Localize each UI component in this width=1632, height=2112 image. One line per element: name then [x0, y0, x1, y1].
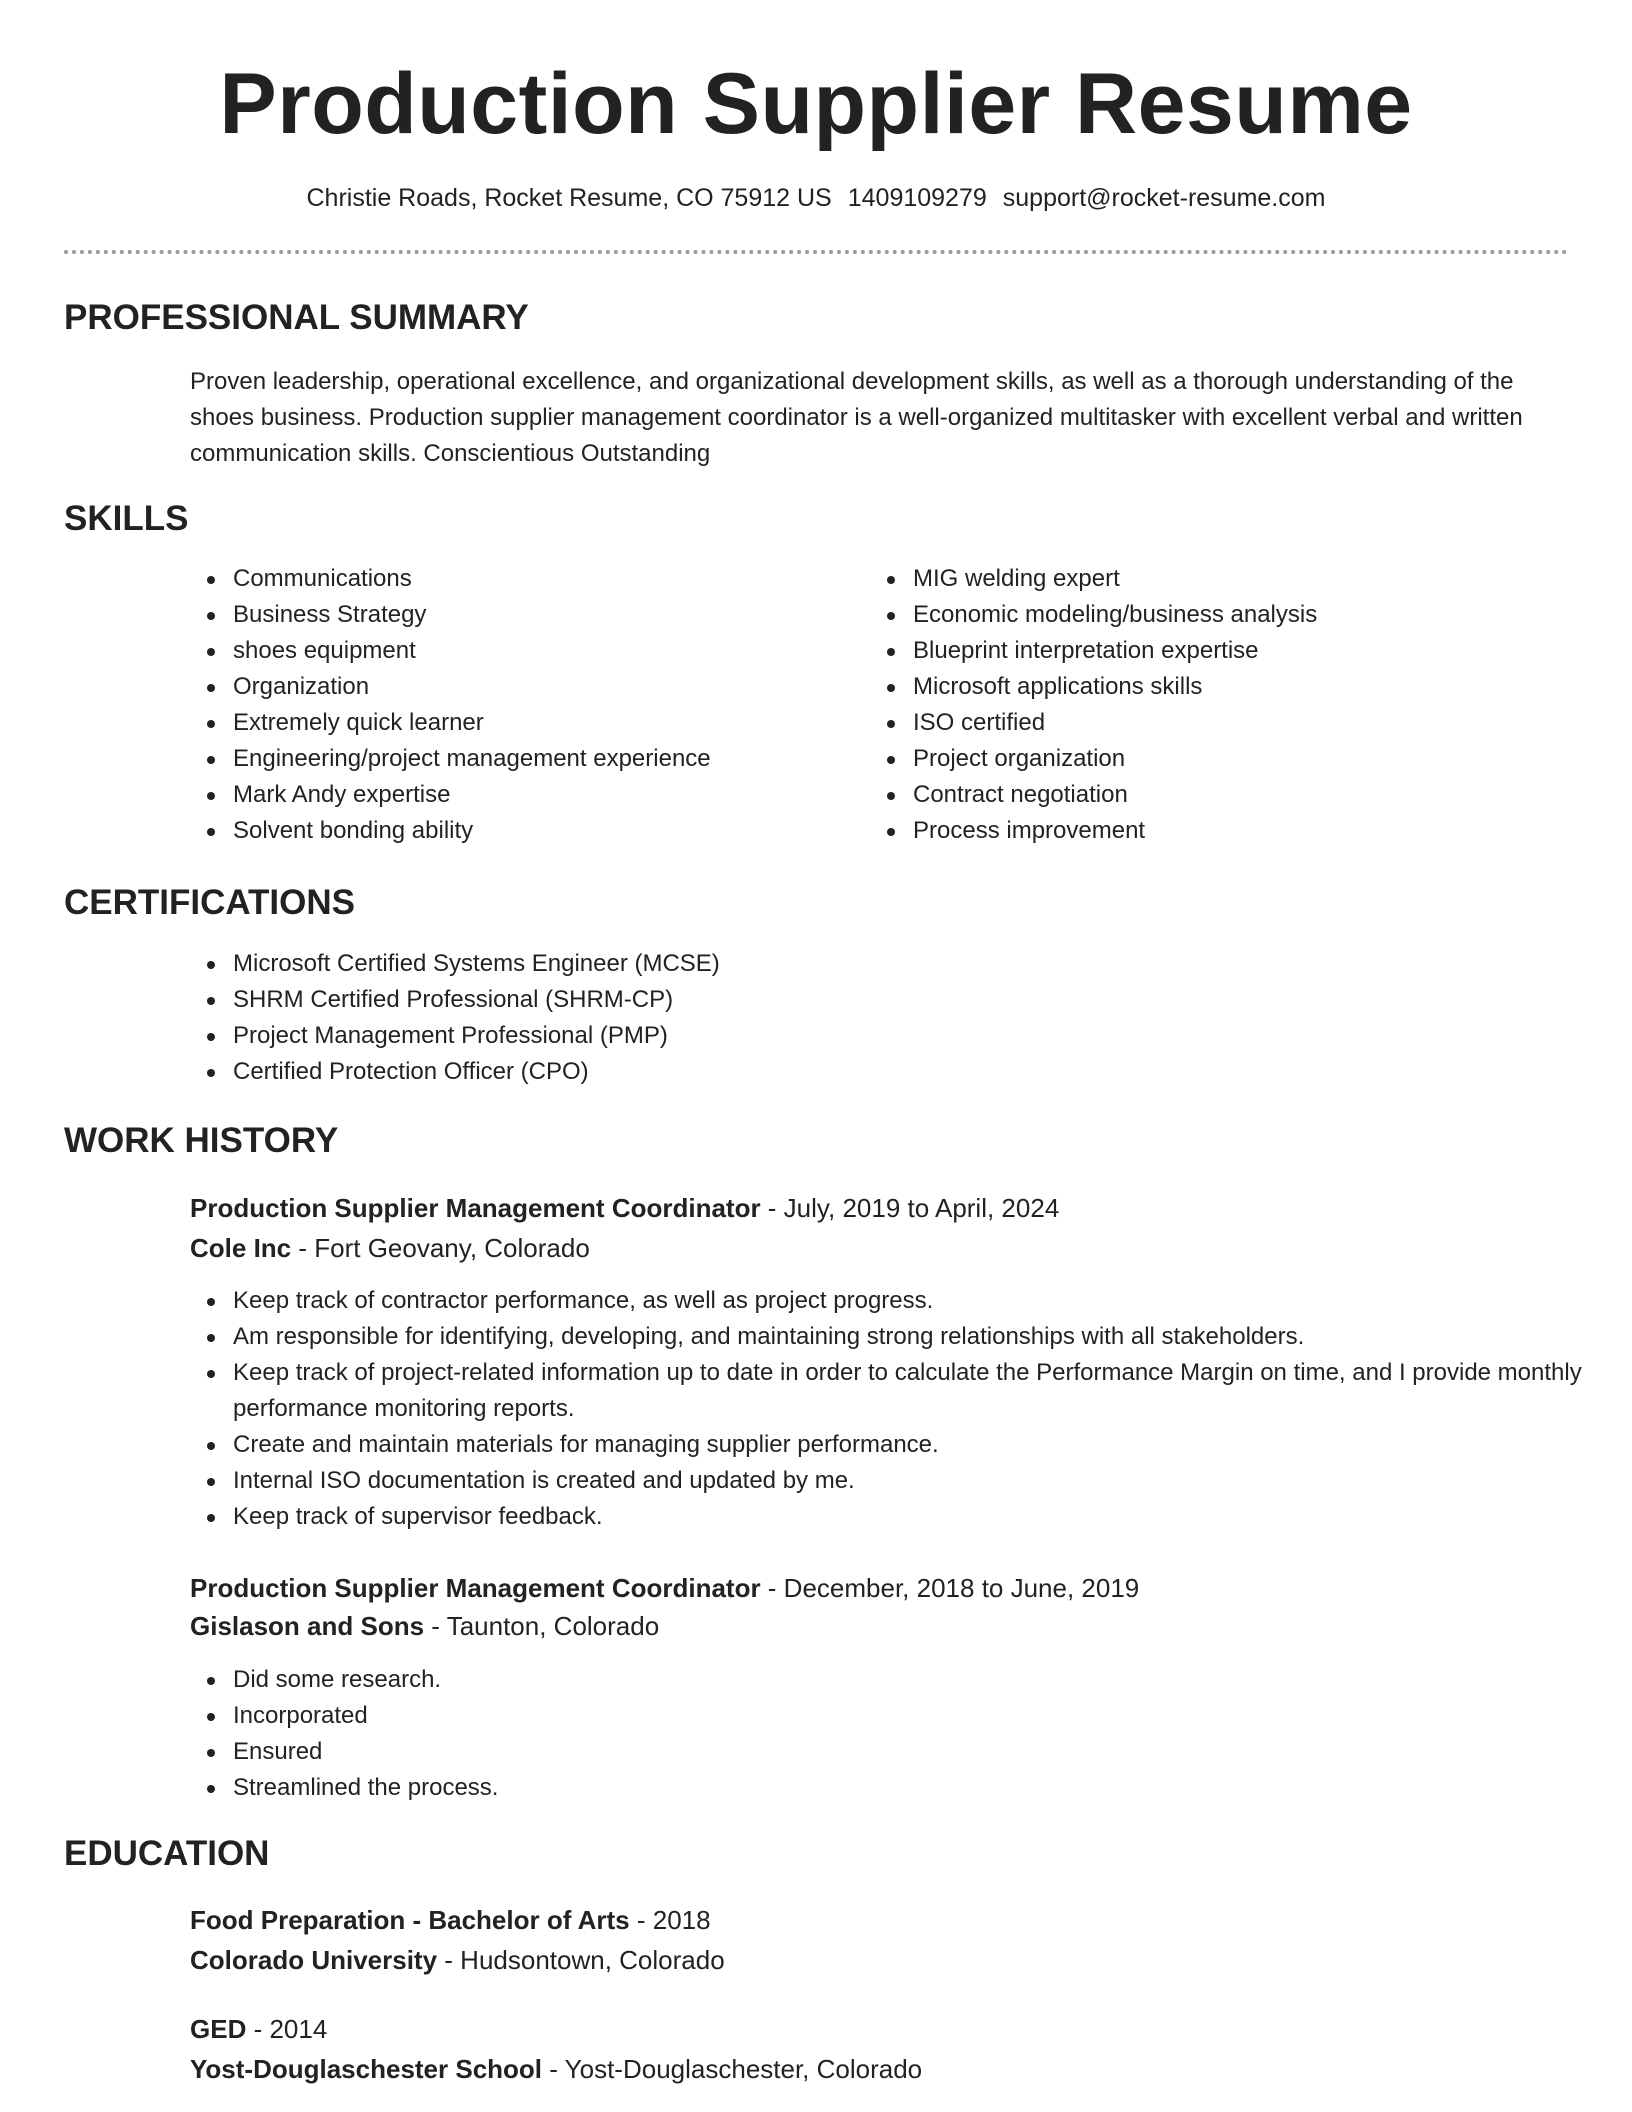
list-item: Contract negotiation — [913, 777, 1573, 813]
list-item: Organization — [233, 669, 853, 705]
summary-text: Proven leadership, operational excellence, and organizational development skills, as well as a thorough understanding of the shoes business. Production supplier management coordinator is a well-organized multitasker with excellent verbal and written communication skills. Conscientious Outstanding — [190, 368, 1523, 467]
list-item: Am responsible for identifying, developing, and maintaining strong relationships with all stakeholders. — [233, 1319, 1611, 1355]
list-item: Keep track of project-related information up to date in order to calculate the Performance Margin on time, and I provide monthly performance monitoring reports. — [233, 1355, 1611, 1427]
list-item: shoes equipment — [233, 633, 853, 669]
list-item: Microsoft Certified Systems Engineer (MCSE) — [233, 946, 1533, 982]
list-item: Project Management Professional (PMP) — [233, 1018, 1533, 1054]
list-item: Blueprint interpretation expertise — [913, 633, 1573, 669]
list-item: Certified Protection Officer (CPO) — [233, 1054, 1533, 1090]
education-year: - 2014 — [246, 2014, 328, 2044]
list-item: Business Strategy — [233, 597, 853, 633]
contact-line — [64, 178, 1568, 218]
list-item: Extremely quick learner — [233, 705, 853, 741]
certifications-list — [190, 946, 1533, 1090]
contact-phone: 1409109279 — [847, 184, 987, 212]
education-heading: EDUCATION — [64, 1834, 270, 1873]
education-school: Yost-Douglaschester School — [190, 2054, 543, 2084]
list-item: Communications — [233, 561, 853, 597]
education-degree-line — [190, 2009, 327, 2049]
list-item: Incorporated — [233, 1698, 1611, 1734]
job-title-line — [190, 1568, 1139, 1608]
list-item: MIG welding expert — [913, 561, 1573, 597]
job-dates: - December, 2018 to June, 2019 — [760, 1573, 1140, 1603]
skills-list-left — [190, 561, 853, 849]
job-bullets — [190, 1662, 1611, 1806]
education-location: - Hudsontown, Colorado — [437, 1945, 725, 1975]
list-item: Solvent bonding ability — [233, 813, 853, 849]
education-degree-line — [190, 1900, 711, 1940]
list-item: ISO certified — [913, 705, 1573, 741]
list-item: Microsoft applications skills — [913, 669, 1573, 705]
contact-email: support@rocket-resume.com — [1002, 184, 1326, 212]
education-school-line — [190, 1940, 725, 1980]
list-item: Keep track of contractor performance, as well as project progress. — [233, 1283, 1611, 1319]
job-company: Cole Inc — [190, 1233, 292, 1263]
skills-heading: SKILLS — [64, 499, 189, 538]
job-title-line — [190, 1188, 1059, 1228]
list-item: SHRM Certified Professional (SHRM-CP) — [233, 982, 1533, 1018]
job-location: - Taunton, Colorado — [424, 1611, 660, 1641]
contact-address: Christie Roads, Rocket Resume, CO 75912 US — [306, 184, 832, 212]
list-item: Keep track of supervisor feedback. — [233, 1499, 1611, 1535]
header-divider — [64, 250, 1568, 254]
list-item: Did some research. — [233, 1662, 1611, 1698]
education-school-line — [190, 2049, 922, 2089]
job-bullets — [190, 1283, 1611, 1535]
job-company-line — [190, 1606, 659, 1646]
job-company: Gislason and Sons — [190, 1611, 425, 1641]
list-item: Economic modeling/business analysis — [913, 597, 1573, 633]
job-title: Production Supplier Management Coordinator — [190, 1573, 761, 1603]
education-year: - 2018 — [629, 1905, 711, 1935]
job-location: - Fort Geovany, Colorado — [291, 1233, 590, 1263]
list-item: Ensured — [233, 1734, 1611, 1770]
certifications-heading: CERTIFICATIONS — [64, 883, 356, 922]
list-item: Process improvement — [913, 813, 1573, 849]
job-company-line — [190, 1228, 590, 1268]
work-heading: WORK HISTORY — [64, 1121, 339, 1160]
skills-list-right — [870, 561, 1573, 849]
list-item: Streamlined the process. — [233, 1770, 1611, 1806]
education-degree: Food Preparation - Bachelor of Arts — [190, 1905, 630, 1935]
education-degree: GED — [190, 2014, 247, 2044]
job-title: Production Supplier Management Coordinator — [190, 1193, 761, 1223]
list-item: Mark Andy expertise — [233, 777, 853, 813]
list-item: Engineering/project management experience — [233, 741, 853, 777]
education-school: Colorado University — [190, 1945, 438, 1975]
page-title: Production Supplier Resume — [219, 56, 1413, 152]
education-location: - Yost-Douglaschester, Colorado — [542, 2054, 923, 2084]
job-dates: - July, 2019 to April, 2024 — [760, 1193, 1060, 1223]
list-item: Internal ISO documentation is created and updated by me. — [233, 1463, 1611, 1499]
list-item: Create and maintain materials for managing supplier performance. — [233, 1427, 1611, 1463]
summary-heading: PROFESSIONAL SUMMARY — [64, 298, 529, 337]
list-item: Project organization — [913, 741, 1573, 777]
